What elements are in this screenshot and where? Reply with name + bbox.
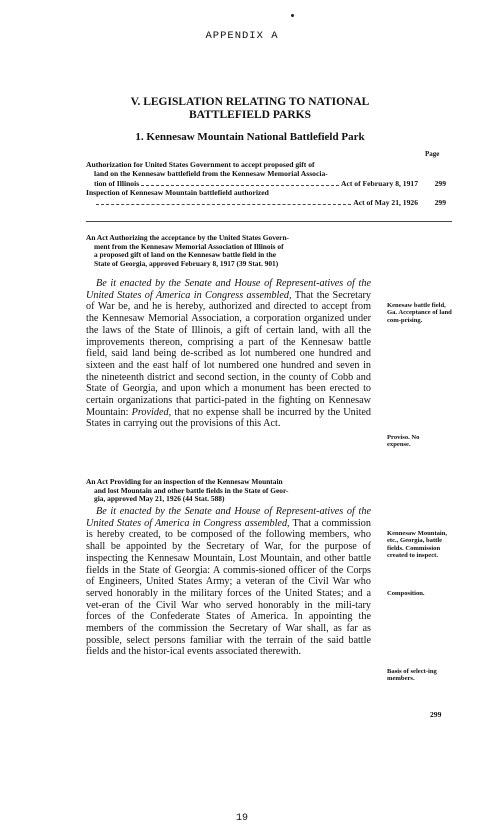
act-2-heading-line: and lost Mountain and other battle fields in the State of Geor-	[94, 485, 289, 495]
toc-leader	[141, 185, 339, 186]
toc-entry-2-act: Act of May 21, 1926	[353, 197, 418, 207]
table-of-contents	[86, 160, 446, 207]
section-title-line-2: BATTLEFIELD PARKS	[189, 109, 311, 121]
margin-note-proviso: Proviso. No expense.	[387, 434, 420, 449]
section-title	[80, 96, 420, 122]
act-1-heading	[86, 234, 369, 268]
margin-note-composition: Composition.	[387, 590, 425, 597]
toc-entry-2-page: 299	[434, 197, 446, 207]
margin-note-commission: Kennesaw Mountain, etc., Georgia, battle fields. Commission created to inspect.	[387, 530, 448, 560]
act-2-body: That a commission is hereby created, to be composed of the following members, who shall be appointed by the Secretary of War, for the purpose of inspecting the Kennesaw Mountain, Lost Mountain, and other battle fields in the State of Georgia: A commis-sioned officer of the Corps of Engineers, United States Army; a veteran of the Civil War who served honorably in the military forces of the United States; and a vet-eran of the Civil War who served honorably in the mili-tary forces of the Confederate States of America. In appointing the members of the commission the Secretary of War shall, as far as possible, select persons familiar with the terrain of the said battle fields and the histor-ical events associated therewith.	[86, 517, 371, 658]
toc-entry-1-page: 299	[434, 178, 446, 188]
footer-page-number: 19	[235, 813, 248, 824]
act-1-enacting-clause: Be it enacted by the Senate and House of Represent-atives of the United States of America in Congress assembled,	[86, 278, 371, 301]
ink-dot	[291, 14, 294, 17]
act-1-heading-line: State of Georgia, approved February 8, 1917 (39 Stat. 901)	[94, 258, 279, 268]
act-1-text	[86, 278, 371, 430]
act-1-heading-line: An Act Authorizing the acceptance by the United States Govern-	[86, 233, 290, 242]
toc-entry-2-line-2	[86, 198, 446, 207]
margin-note-basis: Basis of select-ing members.	[387, 668, 437, 683]
toc-entry-1-line-3	[86, 179, 446, 188]
act-2-heading-line: gia, approved May 21, 1926 (44 Stat. 588)	[94, 494, 225, 504]
toc-entry-1-line-2: land on the Kennesaw battlefield from the Kennesaw Memorial Associa-	[94, 169, 328, 179]
act-2-paragraph	[86, 506, 371, 658]
act-2-enacting-clause: Be it enacted by the Senate and House of Represent-atives of the United States of America in Congress assembled,	[86, 506, 371, 529]
act-1-body: That the Secretary of War be, and he is hereby, authorized and directed to accept from the Kennesaw Memorial Association, a corporation organized under the laws of the State of Illinois, a gift of certain land, with all the improvements thereon, comprising a part of the Kennesaw battle field, said land being de-scribed as lot numbered one hundred and sixteen and the east half of lot numbered one hundred and seven in the nineteenth district and second section, in the county of Cobb and State of Georgia, and upon which a monument has been erected to certain organizations that partici-pated in the fighting on Kennesaw Mountain:	[86, 289, 372, 418]
act-2-heading	[86, 478, 369, 504]
act-1-heading-line: ment from the Kennesaw Memorial Association of Illinois of	[94, 241, 284, 251]
toc-page-label: Page	[425, 150, 440, 158]
act-1-paragraph	[86, 278, 371, 430]
act-2-heading-line: An Act Providing for an inspection of the Kennesaw Mountain	[86, 477, 283, 486]
act-1-proviso-word: Provided,	[131, 406, 172, 418]
margin-note-kenesaw: Kenesaw battle field, Ga. Acceptance of land com-prising.	[387, 302, 452, 324]
toc-entry-2	[86, 188, 446, 207]
act-1-body-end: that no expense shall be incurred by the United States in carrying out the provisions of this Act.	[86, 406, 372, 430]
section-divider	[86, 221, 452, 222]
toc-entry-1	[86, 160, 446, 188]
toc-entry-1-act: Act of February 8, 1917	[341, 178, 418, 188]
act-2-text	[86, 506, 371, 658]
toc-leader	[96, 204, 351, 205]
page-number-299: 299	[430, 710, 442, 719]
toc-entry-2-line-1: Inspection of Kennesaw Mountain battlefield authorized	[86, 188, 269, 198]
appendix-header: APPENDIX A	[205, 30, 279, 42]
toc-entry-1-line-1: Authorization for United States Government to accept proposed gift of	[86, 160, 315, 169]
park-subtitle: 1. Kennesaw Mountain National Battlefield Park	[135, 131, 365, 143]
toc-entry-1-tail: tion of Illinois	[94, 178, 140, 188]
act-1-heading-line: a proposed gift of land on the Kennesaw battle field in the	[94, 250, 276, 260]
section-title-line-1: V. LEGISLATION RELATING TO NATIONAL	[130, 96, 370, 108]
